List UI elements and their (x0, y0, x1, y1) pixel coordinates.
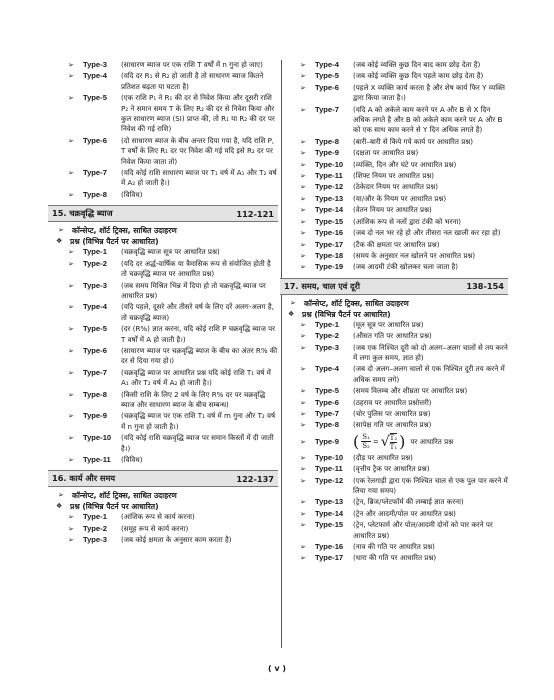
type-label: Type-5 (315, 71, 339, 81)
type-label: Type-3 (83, 280, 107, 290)
type-description: (व्यक्ति, दिन और घंटे पर आधारित प्रश्न) (353, 159, 457, 169)
arrow-icon: ➢ (68, 94, 74, 103)
question-line (288, 309, 508, 320)
question-text: प्रश्न (विभिन्न पैटर्न पर आधारित) (70, 237, 159, 247)
type-description: (जब समय मिश्रित भिन्न में दिया हो तो चक्रवृद्धि ब्याज पर आधारित प्रश्न) (121, 280, 266, 300)
arrow-icon: ➢ (300, 320, 306, 329)
type-description: (धारा की गति पर आधारित प्रश्न) (353, 553, 437, 563)
type-item (288, 464, 508, 474)
type-item (288, 509, 508, 519)
bullet-arrow-icon: ➢ (290, 298, 296, 307)
type-description: (चक्रवृद्धि ब्याज पर आधारित प्रश्न यदि कोई राशि T₁ वर्ष में A₁ और T₂ वर्ष में A₂ हो जाती है।) (121, 367, 271, 388)
type-item (288, 420, 508, 430)
bullet-arrow-icon: ➢ (58, 226, 64, 235)
question-line (56, 501, 278, 512)
arrow-icon: ➢ (68, 325, 74, 334)
arrow-icon: ➢ (300, 509, 306, 518)
type-item (288, 331, 508, 341)
type-description: (औसत गति पर आधारित प्रश्न) (353, 331, 432, 341)
arrow-icon: ➢ (300, 149, 306, 158)
type-label: Type-16 (315, 542, 344, 552)
type-item (288, 105, 508, 136)
type-item (288, 205, 508, 215)
type-label: Type-5 (83, 93, 107, 103)
type-item (56, 60, 278, 70)
type-label: Type-18 (315, 250, 344, 260)
type-label: Type-11 (315, 171, 343, 181)
type-item (288, 409, 508, 419)
type-item (56, 433, 278, 454)
type-item (56, 524, 278, 534)
type-label: Type-10 (83, 433, 112, 443)
concept-line (56, 490, 278, 501)
arrow-icon: ➢ (300, 465, 306, 474)
type-description: (विविध) (121, 455, 143, 464)
type-item (288, 497, 508, 507)
fraction-s (361, 433, 371, 450)
type-description: (टैंक की क्षमता पर आधारित प्रश्न) (353, 239, 440, 249)
arrow-icon: ➢ (68, 513, 74, 522)
type-description: (यदि दर अर्द्ध-वार्षिक या त्रैमासिक रूप से संयोजित होती है तो चक्रवृद्धि ब्याज पर आधारित प्रश्न) (121, 258, 271, 279)
type-description: (चोर पुलिस पर आधारित प्रश्न) (353, 408, 431, 418)
type-item (56, 346, 278, 367)
arrow-icon: ➢ (68, 434, 74, 443)
arrow-icon: ➢ (68, 456, 74, 464)
type-label: Type-10 (315, 452, 344, 462)
arrow-icon: ➢ (300, 105, 306, 114)
page-number: ( v ) (267, 664, 287, 673)
type-label: Type-4 (83, 71, 107, 81)
type-label: Type-16 (315, 228, 344, 238)
denominator: T₁ (389, 442, 398, 451)
column-divider (281, 60, 282, 648)
section-15-list (56, 247, 278, 465)
type-label: Type-9 (315, 148, 339, 158)
type-item (288, 160, 508, 170)
arrow-icon: ➢ (300, 251, 306, 260)
arrow-icon: ➢ (68, 346, 74, 355)
arrow-icon: ➢ (300, 476, 306, 485)
arrow-icon: ➢ (68, 536, 74, 545)
type-label: Type-15 (315, 216, 344, 226)
type-label: Type-14 (315, 508, 344, 518)
type-description: (वेतन नियम पर आधारित प्रश्न) (353, 205, 432, 215)
concept-text: कॉन्सेप्ट, शॉर्ट ट्रिक्स, साधित उदाहरण (72, 491, 177, 501)
type-label: Type-7 (83, 168, 107, 178)
arrow-icon: ➢ (300, 137, 306, 146)
type-item (56, 455, 278, 465)
type-description: (चक्रवृद्धि ब्याज पर एक राशि T₁ वर्ष में m गुना और T₂ वर्ष में n गुना हो जाती है।) (121, 411, 276, 431)
section-title: 16. कार्य और समय (52, 473, 116, 484)
numerator: T₂ (389, 433, 398, 442)
type-description: (ट्रेन, ब्रिज/प्लेटफॉर्म की लम्बाई ज्ञात करना) (353, 497, 464, 507)
section-pages: 112-121 (236, 208, 274, 219)
type-label: Type-6 (315, 82, 339, 92)
type-description: (बारी–बारी से किये गये कार्य पर आधारित प्रश्न) (353, 136, 474, 146)
type-label: Type-8 (83, 189, 107, 199)
arrow-icon: ➢ (300, 437, 306, 446)
type-label: Type-2 (83, 258, 107, 268)
type-item (56, 247, 278, 257)
type-label: Type-11 (83, 455, 111, 464)
type-item (288, 217, 508, 227)
type-description: (समूह रूप से कार्य करना) (121, 523, 189, 533)
type-description: (यदि कोई राशि चक्रवृद्धि ब्याज पर समान किस्तों में दी जाती है।) (121, 433, 274, 453)
type-item (288, 228, 508, 238)
bullet-diamond-icon: ❖ (288, 309, 295, 318)
type-description: (साधारण ब्याज पर एक राशि T वर्षों में n गुना हो जाए) (121, 60, 263, 69)
type-description: (आंशिक रूप से कार्य करना) (121, 512, 195, 522)
type-item (288, 251, 508, 261)
type-description: (समय विलम्ब और शीघ्रता पर आधारित प्रश्न) (353, 386, 468, 396)
arrow-icon: ➢ (300, 421, 306, 430)
arrow-icon: ➢ (68, 281, 74, 290)
equals-sign: = (372, 437, 379, 446)
type-item (56, 190, 278, 200)
section-17-list-b (288, 453, 508, 564)
type-item (288, 137, 508, 147)
section-title: 17. समय, चाल एवं दूरी (284, 280, 360, 291)
type-label: Type-19 (315, 262, 344, 272)
left-column (52, 60, 278, 547)
section-header-17 (280, 278, 508, 295)
type-label: Type-9 (315, 436, 339, 446)
bullet-diamond-icon: ❖ (56, 237, 63, 246)
section-pages: 122-137 (236, 473, 274, 484)
bracket-icon: ) (399, 431, 406, 451)
arrow-icon: ➢ (300, 194, 306, 203)
formula-suffix: पर आधारित प्रश्न (410, 436, 454, 446)
question-text: प्रश्न (विभिन्न पैटर्न पर आधारित) (302, 309, 391, 319)
arrow-icon: ➢ (300, 398, 306, 407)
type-item (56, 324, 278, 345)
type-item (288, 542, 508, 552)
type-item (288, 553, 508, 563)
type-item (56, 411, 278, 432)
type-item (288, 386, 508, 396)
arrow-icon: ➢ (68, 368, 74, 377)
arrow-icon: ➢ (300, 332, 306, 341)
arrow-icon: ➢ (68, 248, 74, 257)
type-description: (सापेक्ष गति पर आधारित प्रश्न) (353, 420, 432, 430)
arrow-icon: ➢ (300, 83, 306, 92)
type-item (288, 262, 508, 272)
type-label: Type-13 (315, 497, 344, 507)
type-label: Type-4 (83, 302, 107, 312)
type-label: Type-2 (315, 331, 339, 341)
arrow-icon: ➢ (68, 390, 74, 399)
type-description: (ठहराव पर आधारित प्रश्नोत्तरी) (353, 397, 432, 407)
section-17-list-a (288, 320, 508, 431)
type-item (56, 535, 278, 545)
type-description: (जब कोई व्यक्ति कुछ दिन पहले काम छोड़ देता है) (353, 71, 484, 81)
type-item (288, 182, 508, 192)
arrow-icon: ➢ (68, 303, 74, 312)
arrow-icon: ➢ (68, 61, 74, 69)
arrow-icon: ➢ (300, 554, 306, 563)
type-description: (नाव की गति पर आधारित प्रश्न) (353, 542, 435, 552)
type-label: Type-9 (83, 411, 107, 421)
arrow-icon: ➢ (300, 61, 306, 69)
type-label: Type-8 (315, 420, 339, 430)
type-label: Type-12 (315, 475, 344, 485)
concept-text: कॉन्सेप्ट, शॉर्ट ट्रिक्स, साधित उदाहरण (72, 226, 177, 236)
type-description: (दौड़ पर आधारित प्रश्न) (353, 452, 413, 462)
type-description: (जब दो अलग–अलग चालों से एक निश्चित दूरी तय करने में अधिक समय लगे) (353, 364, 505, 384)
arrow-icon: ➢ (68, 72, 74, 81)
type-item (56, 71, 278, 92)
right-top-list (288, 60, 508, 273)
type-label: Type-7 (83, 367, 107, 377)
type-label: Type-5 (83, 324, 107, 334)
type-label: Type-7 (315, 408, 339, 418)
type-label: Type-15 (315, 520, 344, 530)
arrow-icon: ➢ (300, 343, 306, 352)
type-label: Type-6 (83, 135, 107, 145)
arrow-icon: ➢ (300, 160, 306, 169)
type-item (56, 93, 278, 135)
type-item (288, 343, 508, 364)
type-item (288, 71, 508, 81)
left-top-list (56, 60, 278, 200)
arrow-icon: ➢ (300, 72, 306, 81)
arrow-icon: ➢ (300, 172, 306, 181)
type-item (288, 171, 508, 181)
type-description: (एक राशि P₁ ने R₁ की दर से निवेश किया और दूसरी राशि P₂ ने समान समय T के लिए R₂ की दर से निवेश किया और कुल साधारण ब्याज (SI) प्राप्त की, तो R₁ या R₂ की दर पर निवेश की गई राशि) (121, 93, 275, 134)
type-item (288, 476, 508, 497)
arrow-icon: ➢ (300, 453, 306, 462)
arrow-icon: ➢ (300, 387, 306, 396)
arrow-icon: ➢ (68, 259, 74, 268)
type-description: (समय के अनुसार नल खोलने पर आधारित प्रश्न) (353, 250, 476, 260)
type-label: Type-13 (315, 193, 344, 203)
type-item-formula (288, 433, 508, 451)
type-description: (जब दो नल भर रहे हो और तीसरा नल खाली कर रहा हो) (353, 228, 501, 238)
type-label: Type-12 (315, 182, 344, 192)
type-label: Type-7 (315, 104, 339, 114)
type-label: Type-1 (83, 247, 107, 257)
type-item (288, 453, 508, 463)
type-item (288, 194, 508, 204)
type-label: Type-4 (315, 364, 339, 374)
arrow-icon: ➢ (300, 229, 306, 238)
question-line (56, 236, 278, 247)
arrow-icon: ➢ (68, 412, 74, 421)
type-item (56, 259, 278, 280)
concept-text: कॉन्सेप्ट, शॉर्ट ट्रिक्स, साधित उदाहरण (304, 298, 409, 308)
type-description: (शिफ्ट नियम पर आधारित प्रश्न) (353, 171, 435, 181)
type-description: (जब कोई व्यक्ति कुछ दिन बाद काम छोड़ देता है) (353, 60, 481, 69)
bullet-arrow-icon: ➢ (58, 491, 64, 500)
question-text: प्रश्न (विभिन्न पैटर्न पर आधारित) (70, 502, 159, 512)
type-item (56, 390, 278, 411)
type-description: (यदि A को अकेले काम करने पर A और B से X दिन अधिक लगते है और B को अकेले काम करने पर A और B को एक साथ काम करने से Y दिन अधिक लगते है) (353, 104, 503, 135)
right-column (284, 60, 508, 565)
arrow-icon: ➢ (300, 183, 306, 192)
type-description: (दर (R%) ज्ञात करना, यदि कोई राशि P चक्रवृद्धि ब्याज पर T वर्षों में A हो जाती है।) (121, 324, 276, 344)
arrow-icon: ➢ (68, 190, 74, 199)
type-description: (यदि कोई राशि साधारण ब्याज पर T₁ वर्ष में A₁ और T₂ वर्ष में A₂ हो जाती है।) (121, 168, 277, 188)
arrow-icon: ➢ (300, 521, 306, 530)
type-item (56, 302, 278, 323)
type-item (56, 136, 278, 167)
type-description: (जब कोई क्षमता के अनुसार काम करता है) (121, 535, 232, 545)
type-description: (जब आदमी टंकी खोलकर चला जाता है) (353, 262, 459, 272)
type-description: (या/और के नियम पर आधारित प्रश्न) (353, 193, 447, 203)
type-description: (किसी राशि के लिए 2 वर्ष के लिए R% दर पर चक्रवृद्धि ब्याज और साधारण ब्याज के बीच सम्बन्ध) (121, 389, 266, 409)
bracket-icon: ( (353, 431, 360, 451)
type-description: (ट्रेन और आदमी/पोल पर आधारित प्रश्न) (353, 508, 456, 518)
type-item (288, 320, 508, 330)
type-description: (ठेकेदार नियम पर आधारित प्रश्न) (353, 182, 438, 192)
type-item (288, 148, 508, 158)
section-header-16 (48, 470, 278, 487)
type-description: (यदि पहले, दूसरे और तीसरे वर्ष के लिए दरें अलग-अलग है, तो चक्रवृद्धि ब्याज) (121, 302, 274, 322)
type-label: Type-2 (83, 523, 107, 533)
type-label: Type-4 (315, 60, 339, 69)
square-root (381, 433, 397, 451)
type-description: (चक्रवृद्धि ब्याज सूत्र पर आधारित प्रश्न) (121, 247, 220, 257)
type-label: Type-1 (83, 512, 107, 522)
arrow-icon: ➢ (300, 217, 306, 226)
arrow-icon: ➢ (68, 524, 74, 533)
type-description: (यदि दर R₁ से R₂ हो जाती है तो साधारण ब्याज कितने प्रतिशत बढ़ता या घटता है) (121, 71, 264, 91)
type-item (288, 520, 508, 541)
type-label: Type-17 (315, 239, 344, 249)
arrow-icon: ➢ (300, 206, 306, 215)
type-label: Type-8 (315, 136, 339, 146)
arrow-icon: ➢ (300, 498, 306, 507)
type-description: (साधारण ब्याज पर चक्रवृद्धि ब्याज के बीच का अंतर R% की दर से दिया गया हो।) (121, 345, 278, 366)
section-header-15 (48, 205, 278, 222)
arrow-icon: ➢ (300, 263, 306, 272)
speed-time-formula (353, 433, 453, 451)
type-item (288, 398, 508, 408)
type-item (56, 168, 278, 189)
concept-line (288, 298, 508, 309)
type-description: (वृत्तीय ट्रैक पर आधारित प्रश्न) (353, 464, 430, 474)
type-item (56, 512, 278, 522)
root-fraction (390, 433, 397, 451)
type-description: (विविध) (121, 189, 143, 199)
type-item (288, 83, 508, 104)
type-label: Type-8 (83, 389, 107, 399)
type-item (288, 364, 508, 385)
section-pages: 138-154 (466, 281, 504, 292)
type-label: Type-3 (83, 535, 107, 545)
type-label: Type-10 (315, 159, 344, 169)
type-description: (एक रेलगाड़ी द्वारा एक निश्चित चाल से एक पुल पार करने में लिया गया समय) (353, 475, 508, 495)
type-label: Type-3 (315, 342, 339, 352)
type-label: Type-17 (315, 553, 344, 563)
arrow-icon: ➢ (300, 365, 306, 374)
type-description: (दक्षता पर आधारित प्रश्न) (353, 148, 419, 158)
numerator: S₁ (362, 433, 370, 442)
type-description: (दो साधारण ब्याज के बीच अन्तर दिया गया है, यदि राशि P, T वर्षों के लिए R₁ दर पर निवेश की गई यदि इसे R₂ दर पर निवेश किया जाता तो) (121, 135, 275, 166)
denominator: S₂ (362, 442, 370, 451)
type-label: Type-1 (315, 319, 339, 329)
type-description: (पहले X व्यक्ति कार्य करता है और शेष कार्य फिर Y व्यक्ति द्वारा किया जाता है।) (353, 82, 505, 103)
section-title: 15. चक्रवृद्धि ब्याज (52, 208, 113, 219)
bullet-diamond-icon: ❖ (56, 502, 63, 511)
type-item (288, 60, 508, 70)
type-description: (ट्रेन, प्लेटफार्म और पोल/आदमी दोनों को पार करने पर आधारित प्रश्न) (353, 520, 493, 540)
concept-line (56, 225, 278, 236)
type-item (56, 281, 278, 302)
arrow-icon: ➢ (300, 543, 306, 552)
arrow-icon: ➢ (300, 240, 306, 249)
arrow-icon: ➢ (68, 169, 74, 178)
type-description: (जब एक निश्चित दूरी को दो अलग–अलग चालों से तय करने में लगा कुल समय, ज्ञात हो) (353, 342, 508, 362)
type-description: (आंशिक रूप से नलों द्वारा टंकी को भरना) (353, 216, 462, 226)
type-label: Type-14 (315, 205, 344, 215)
type-label: Type-5 (315, 386, 339, 396)
section-16-list (56, 512, 278, 545)
type-item (56, 368, 278, 389)
radical-icon: √ (380, 433, 390, 450)
type-label: Type-3 (83, 60, 107, 69)
arrow-icon: ➢ (300, 409, 306, 418)
arrow-icon: ➢ (68, 136, 74, 145)
type-label: Type-11 (315, 464, 343, 474)
type-item (288, 240, 508, 250)
type-description: (मूल सूत्र पर आधारित प्रश्न) (353, 319, 424, 329)
type-label: Type-6 (83, 345, 107, 355)
type-label: Type-6 (315, 397, 339, 407)
